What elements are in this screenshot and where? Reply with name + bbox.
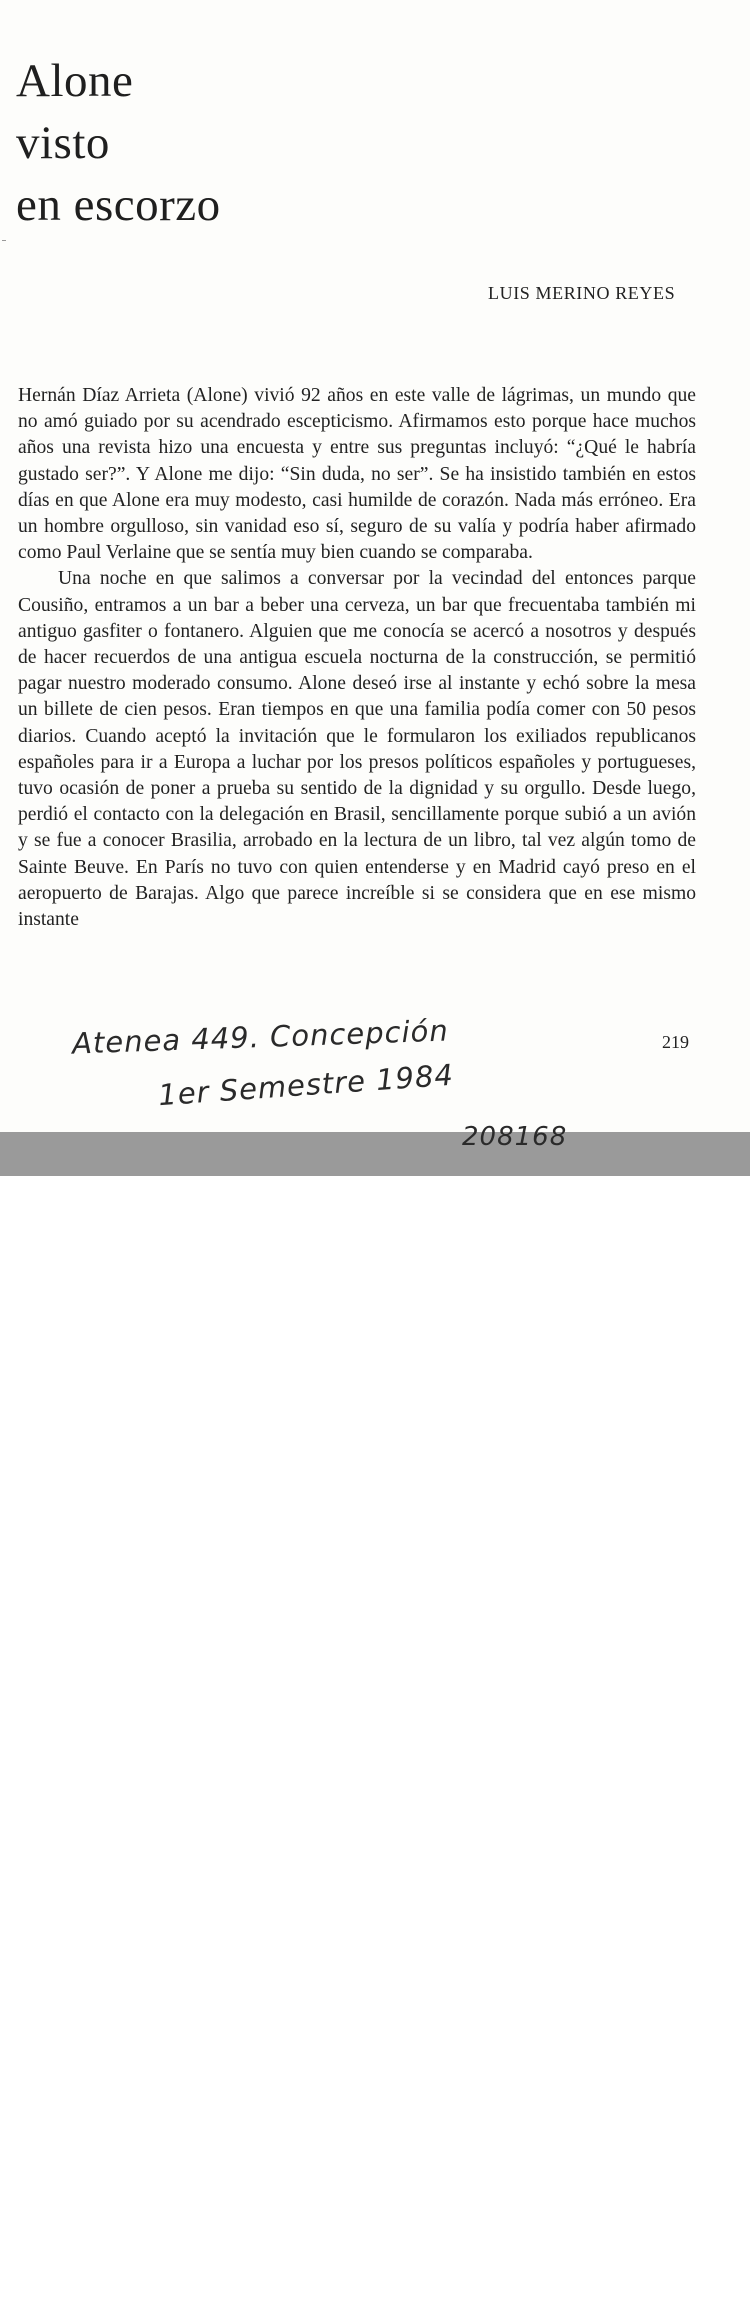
scan-speck xyxy=(2,240,6,241)
article-body xyxy=(18,383,696,933)
title-line-3: en escorzo xyxy=(16,179,221,231)
watermark-bar xyxy=(0,1132,750,2301)
paragraph-2: Una noche en que salimos a conversar por la vecindad del entonces parque Cousiño, entramos a un bar a beber una cerveza, un bar que frecuentaba también mi antiguo gasfiter o fontanero. Alguien que me conocía se acercó a nosotros y después de hacer recuerdos de una antigua escuela nocturna de la construcción, se permitió pagar nuestro moderado consumo. Alone deseó irse al instante y echó sobre la mesa un billete de cien pesos. Eran tiempos en que una familia podía comer con 50 pesos diarios. Cuando aceptó la invitación que le formularon los exiliados republicanos españoles para ir a Europa a luchar por los presos políticos españoles y portugueses, tuvo ocasión de poner a prueba su sentido de la dignidad y su orgullo. Desde luego, perdió el contacto con la delegación en Brasil, sencillamente porque subió a un avión y se fue a conocer Brasilia, arrobado en la lectura de un libro, tal vez algún tomo de Sainte Beuve. En París no tuvo con quien entenderse y en Madrid cayó preso en el aeropuerto de Barajas. Algo que parece increíble si se considera que en ese mismo instante xyxy=(18,568,696,931)
memoriachilena-watermark: memoriachilena.cl xyxy=(481,2270,736,2301)
page-number: 219 xyxy=(662,1032,689,1052)
handwritten-date: 1er Semestre 1984 xyxy=(157,1057,455,1113)
author-byline: LUIS MERINO REYES xyxy=(488,283,676,303)
paragraph-1: Hernán Díaz Arrieta (Alone) vivió 92 años en este valle de lágrimas, un mundo que no amó guiado por su acendrado escepticismo. Afirmamos esto porque hace muchos años una revista hizo una encuesta y entre sus preguntas incluyó: “¿Qué le habría gustado ser?”. Y Alone me dijo: “Sin duda, no ser”. Se ha insistido también en estos días en que Alone era muy modesto, casi humilde de corazón. Nada más erróneo. Era un hombre orgulloso, sin vanidad eso sí, seguro de su valía y podría haber afirmado como Paul Verlaine que se sentía muy bien cuando se comparaba. xyxy=(18,385,696,564)
handwritten-citation: Atenea 449. Concepción xyxy=(71,1013,450,1061)
title-line-2: visto xyxy=(16,117,110,169)
handwritten-catalog-number: 208168 xyxy=(462,1122,568,1152)
article-title xyxy=(16,50,221,236)
title-line-1: Alone xyxy=(16,55,134,107)
document-page xyxy=(0,0,750,1132)
